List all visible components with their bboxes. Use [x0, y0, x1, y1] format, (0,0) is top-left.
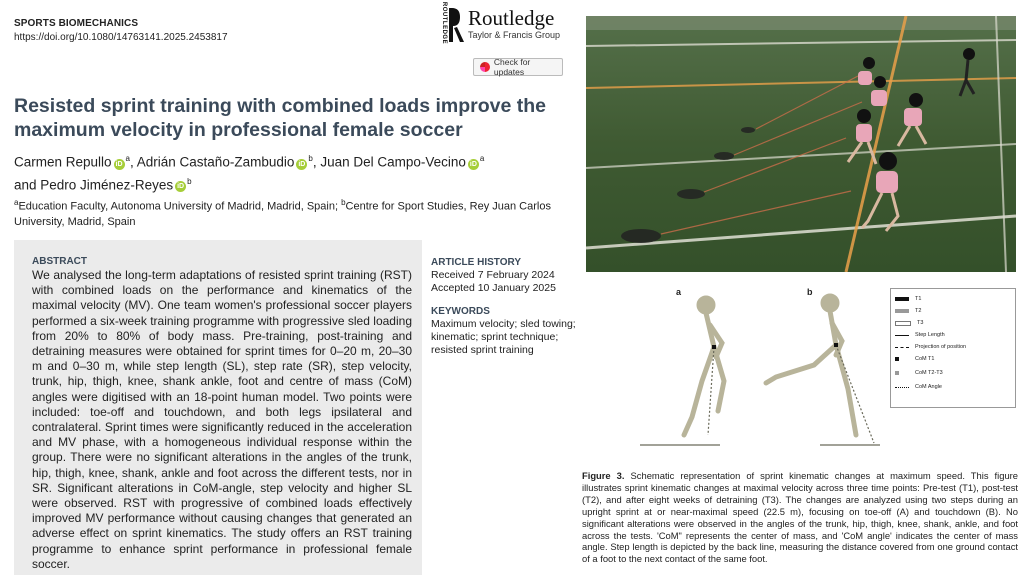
skeleton-figure: [610, 285, 890, 455]
check-for-updates-button[interactable]: [473, 58, 563, 76]
orcid-icon[interactable]: iD: [298, 160, 306, 168]
legend-item: T3: [895, 319, 923, 327]
figure-legend: [890, 288, 1016, 408]
article-history-heading: ARTICLE HISTORY: [431, 257, 522, 268]
abstract-panel: [14, 240, 422, 575]
legend-item: Projection of position: [895, 343, 966, 351]
publisher-vertical-text: ROUTLEDGE: [441, 1, 448, 45]
author-name[interactable]: Pedro Jiménez-Reyes: [40, 177, 174, 192]
affiliations: $^a$Education Faculty, Autonoma University of Madrid, Madrid, Spain; $^b$Centre for Sport Studies, Rey Juan Carlos University, Madrid, Spain: [14, 198, 551, 228]
crossmark-icon: [480, 62, 490, 72]
legend-item: CoM T2-T3: [895, 369, 943, 377]
panel-b-label: b: [807, 287, 813, 297]
legend-item: CoM T1: [895, 355, 934, 363]
orcid-icon[interactable]: iD: [469, 160, 477, 168]
figure-caption-text: Schematic representation of sprint kinematic changes at maximum speed. This figure illustrates sprint kinematic changes at maximal velocity across three time points: Pre-test (T1), post-test (T2), and after eight weeks of detraining (T3). The changes are analyzed using two steps during an upright sprint at or near-maximal speed (22.5 m), focusing on toe-off (A) and touchdown (B). No significant alterations were observed in the angles of the trunk, hip, thigh, knee, shank, ankle, and foot across the tests. 'CoM" represents the center of mass, and 'CoM angle' indicates the center of mass angle. Step length is depicted by the back line, measuring the distance covered from one ground contact of a foot to the next contact of the same foot.: [582, 470, 1018, 565]
journal-header: [14, 17, 228, 45]
skeleton-a: [684, 298, 724, 435]
author-list: Carmen Repullo $iD^a$, Adrián Castaño-Zambudio $iD^b$, Juan Del Campo-Vecino $iD^a$ and Pedro Jiménez-Reyes $iD^b$: [14, 154, 485, 192]
accepted-date: Accepted 10 January 2025: [431, 282, 556, 294]
keywords-heading: KEYWORDS: [431, 306, 490, 317]
legend-item: Step Length: [895, 331, 945, 339]
legend-item: T2: [895, 307, 921, 315]
article-history: [431, 256, 591, 295]
skeleton-b: [766, 296, 856, 435]
article-title: Resisted sprint training with combined loads improve the maximum velocity in professional female soccer: [14, 95, 546, 141]
orcid-icon[interactable]: iD: [115, 160, 123, 168]
keywords: [431, 305, 579, 357]
routledge-book-icon: [446, 6, 464, 44]
journal-doi-link[interactable]: https://doi.org/10.1080/14763141.2025.2453817: [14, 32, 228, 43]
affiliation-b: Centre for Sport Studies, Rey Juan Carlos University, Madrid, Spain: [14, 200, 551, 228]
figure-label: Figure 3.: [582, 470, 625, 481]
affiliation-a: Education Faculty, Autonoma University of Madrid, Madrid, Spain;: [18, 200, 342, 213]
orcid-icon[interactable]: iD: [177, 183, 185, 190]
author-affiliation-mark: a: [479, 154, 485, 163]
keywords-text: Maximum velocity; sled towing; kinematic; sprint technique; resisted sprint training: [431, 318, 576, 356]
abstract-text: We analysed the long-term adaptations of resisted sprint training (RST) with combined loads on the performance and kinematics of the maximal velocity (MV). One team women's professional soccer players performed a six-week training programme with progressive sled loading from 20% to 80% of body mass. Pre-training, post-training and detraining measures were obtained for sprint times for 0–20 m, 20–30 m and 0–30 m, while step length (SL), step rate (SR), step velocity, trunk, hip, thigh, knee, shank ankle, foot and centre of mass (CoM) angles were digitised with an 18-point human model. Two points were included: toe-off and touchdown, and both legs ipsilateral and contralateral. Sprint times were significantly reduced in the acceleration and MV phase, with a homogeneous individual response within the group. There were no significant alterations in the angles of the trunk, hip, thigh, knee, shank, ankle and foot across the different tests, nor in SR. Significant alterations in CoM-angle, step velocity and higher SL were observed. RST with progressive of combined loads effectively improved MV performance without causing changes that generated an adverse effect on sprint kinematics. The study offers an RST training programme to enhance sprint performance in professional female soccer.: [32, 268, 412, 571]
figure-caption: [582, 470, 1018, 565]
publisher-logo: [436, 1, 566, 46]
author-affiliation-mark: b: [187, 176, 192, 186]
author-name[interactable]: Adrián Castaño-Zambudio: [136, 154, 295, 170]
panel-a-label: a: [676, 287, 682, 297]
author-name[interactable]: Carmen Repullo: [14, 154, 112, 170]
publisher-subtitle: Taylor & Francis Group: [468, 30, 561, 40]
author-affiliation-mark: a: [125, 154, 130, 163]
author-name[interactable]: Juan Del Campo-Vecino: [320, 154, 466, 170]
sprint-photo: [586, 16, 1016, 272]
abstract-heading: ABSTRACT: [32, 256, 87, 267]
legend-item: T1: [895, 295, 921, 303]
received-date: Received 7 February 2024: [431, 269, 555, 281]
check-updates-label: Check for updates: [493, 57, 531, 77]
publisher-name: Routledge: [468, 6, 555, 30]
legend-item: CoM Angle: [895, 383, 942, 391]
author-affiliation-mark: b: [308, 154, 313, 163]
journal-name: SPORTS BIOMECHANICS: [14, 18, 139, 29]
